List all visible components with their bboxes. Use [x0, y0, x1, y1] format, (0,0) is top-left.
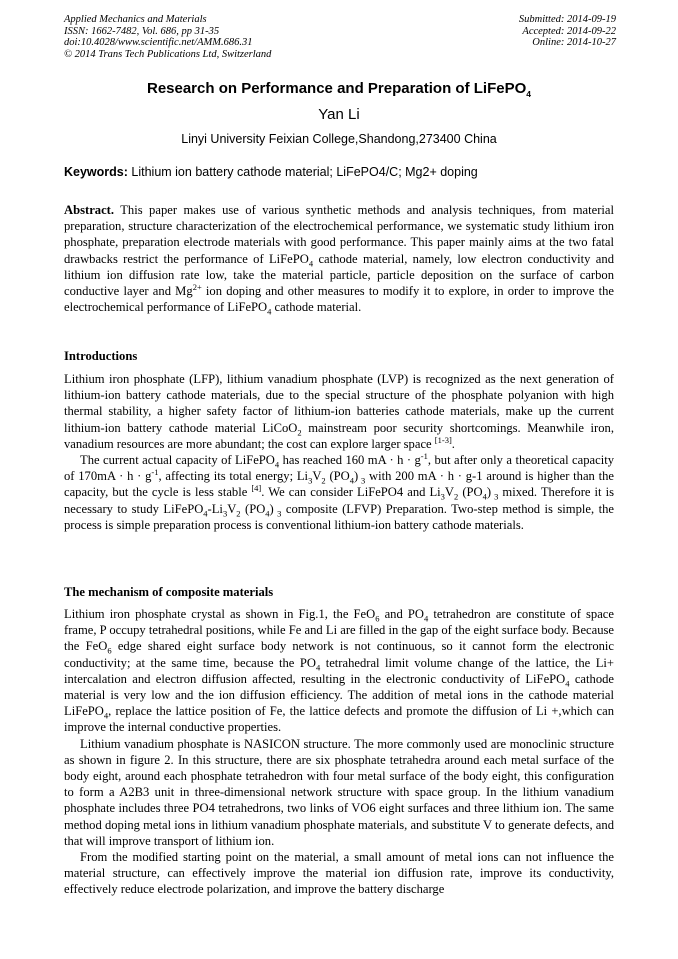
- mechanism-paragraph-3: From the modified starting point on the material, a small amount of metal ions can not influence the material structure, can effectively improve the material ion diffusion rate, improve its conductivity, effectively reduce electrode polarization, and improve the battery discharge: [64, 850, 614, 897]
- journal-info: [64, 14, 271, 60]
- mechanism-paragraph-2: Lithium vanadium phosphate is NASICON structure. The more commonly used are monoclinic structure as shown in figure 2. In this structure, there are six phosphate tetrahedra around each metal surface of the body eight, around each phosphate tetrahedron with four metal surface of the body eight, this configuration to form a A2B3 unit in three-dimensional network structure with space group. In the lithium vanadium phosphate includes three PO4 tetrahedrons, two links of VO6 eight surfaces and three lithium ion. The same method doping metal ions in lithium vanadium phosphate materials, and substitute V to generate defects, and that will improve transport of lithium ion.: [64, 736, 614, 848]
- accepted-date: Accepted: 2014-09-22: [522, 25, 616, 37]
- submitted-date: Submitted: 2014-09-19: [518, 14, 616, 25]
- author-name: Yan Li: [318, 106, 360, 123]
- journal-name: Applied Mechanics and Materials: [64, 14, 207, 25]
- intro-paragraph-1: Lithium iron phosphate (LFP), lithium vanadium phosphate (LVP) is recognized as the next generation of lithium-ion battery cathode materials, due to the special structure of the phosphate polyanion with high thermal stability, a higher safety factor of lithium-ion batteries cathode materials, make up the current lithium-ion battery cathode material LiCoO$_2$ mainstream poor security shortcomings. Meanwhile iron, vanadium resources are more abundant; the cost can explore larger space [1-3].: [64, 372, 614, 451]
- paper-title: Research on Performance and Preparation of LiFePO$_4$: [146, 80, 531, 99]
- keywords-label: Keywords:: [64, 165, 128, 179]
- mechanism-paragraph-1: Lithium iron phosphate crystal as shown in Fig.1, the FeO$_6$ and $PO_4$ tetrahedron are constitute of space frame, P occupy tetrahedral positions, while Fe and Li are filled in the gap of the eight surface body. Because the FeO$_6$ edge shared eight surface body network is not continuous, so it cannot form the electronic conductivity; at the same time, because the $PO_4$ tetrahedral limit volume change of the lattice, the Li+ intercalation and electron diffusion affected, resulting in the electronic conductivity of LiFePO$_4$ cathode material is very low and the ion diffusion efficiency. The addition of metal ions in the cathode material LiFePO$_4$, replace the lattice position of Fe, the lattice defects and promote the diffusion of Li +,which can improve the internal conductive properties.: [64, 607, 615, 735]
- mechanism-section: [64, 606, 614, 898]
- citation: [4]: [251, 483, 262, 494]
- mechanism-heading: The mechanism of composite materials: [64, 585, 274, 599]
- keywords: [64, 165, 614, 179]
- keywords-text: Lithium ion battery cathode material; LiFePO4/C; Mg2+ doping: [131, 165, 478, 179]
- intro-paragraph-2: The current actual capacity of LiFePO$_4$ has reached 160 mA · $h \cdot g^{-1}$, but after only a theoretical capacity of $170mA \cdot h \cdot g^{-1}$, affecting its total energy; $Li_3V_2$ $(PO_4)$ $_3$ with 200 mA · h · g-1 around is higher than the capacity, but the cycle is less stable [4]. We can consider LiFePO4 and $Li_3V_2$ $(PO_4)$ $_3$ mixed. Therefore it is necessary to study $LiFePO_4-Li_3V_2$ $(PO_4)$ $_3$ composite (LFVP) Preparation. Two-step method is simple, the process is simple preparation process is conventional lithium-ion battery cathode materials.: [64, 450, 615, 532]
- affiliation: Linyi University Feixian College,Shandong,273400 China: [181, 132, 497, 146]
- online-date: Online: 2014-10-27: [532, 37, 616, 48]
- citation: [1-3]: [434, 434, 452, 445]
- abstract: Abstract. This paper makes use of various synthetic methods and analysis techniques, from material preparation, structure characterization of the electrochemical performance, we systematic study lithium iron phosphate, preparation electrode materials with good performance. This paper mainly aims at the two fatal drawbacks restrict the performance of LiFePO$_4$ cathode material, namely, low electron conductivity and lithium ion diffusion rate low, take the material particle, particle deposition on the surface of carbon conductive layer and $Mg^{2+}$ ion doping and other measures to modify it to explore, in order to improve the electrochemical performance of LiFePO$_4$ cathode material.: [64, 203, 615, 317]
- copyright-line: © 2014 Trans Tech Publications Ltd, Switzerland: [64, 48, 272, 60]
- introductions-heading: Introductions: [64, 349, 138, 363]
- doi-line: doi:10.4028/www.scientific.net/AMM.686.31: [64, 37, 253, 48]
- issn-line: ISSN: 1662-7482, Vol. 686, pp 31-35: [64, 25, 220, 37]
- abstract-label: Abstract.: [64, 203, 115, 217]
- dates-info: [519, 14, 616, 49]
- introductions-section: [64, 371, 614, 533]
